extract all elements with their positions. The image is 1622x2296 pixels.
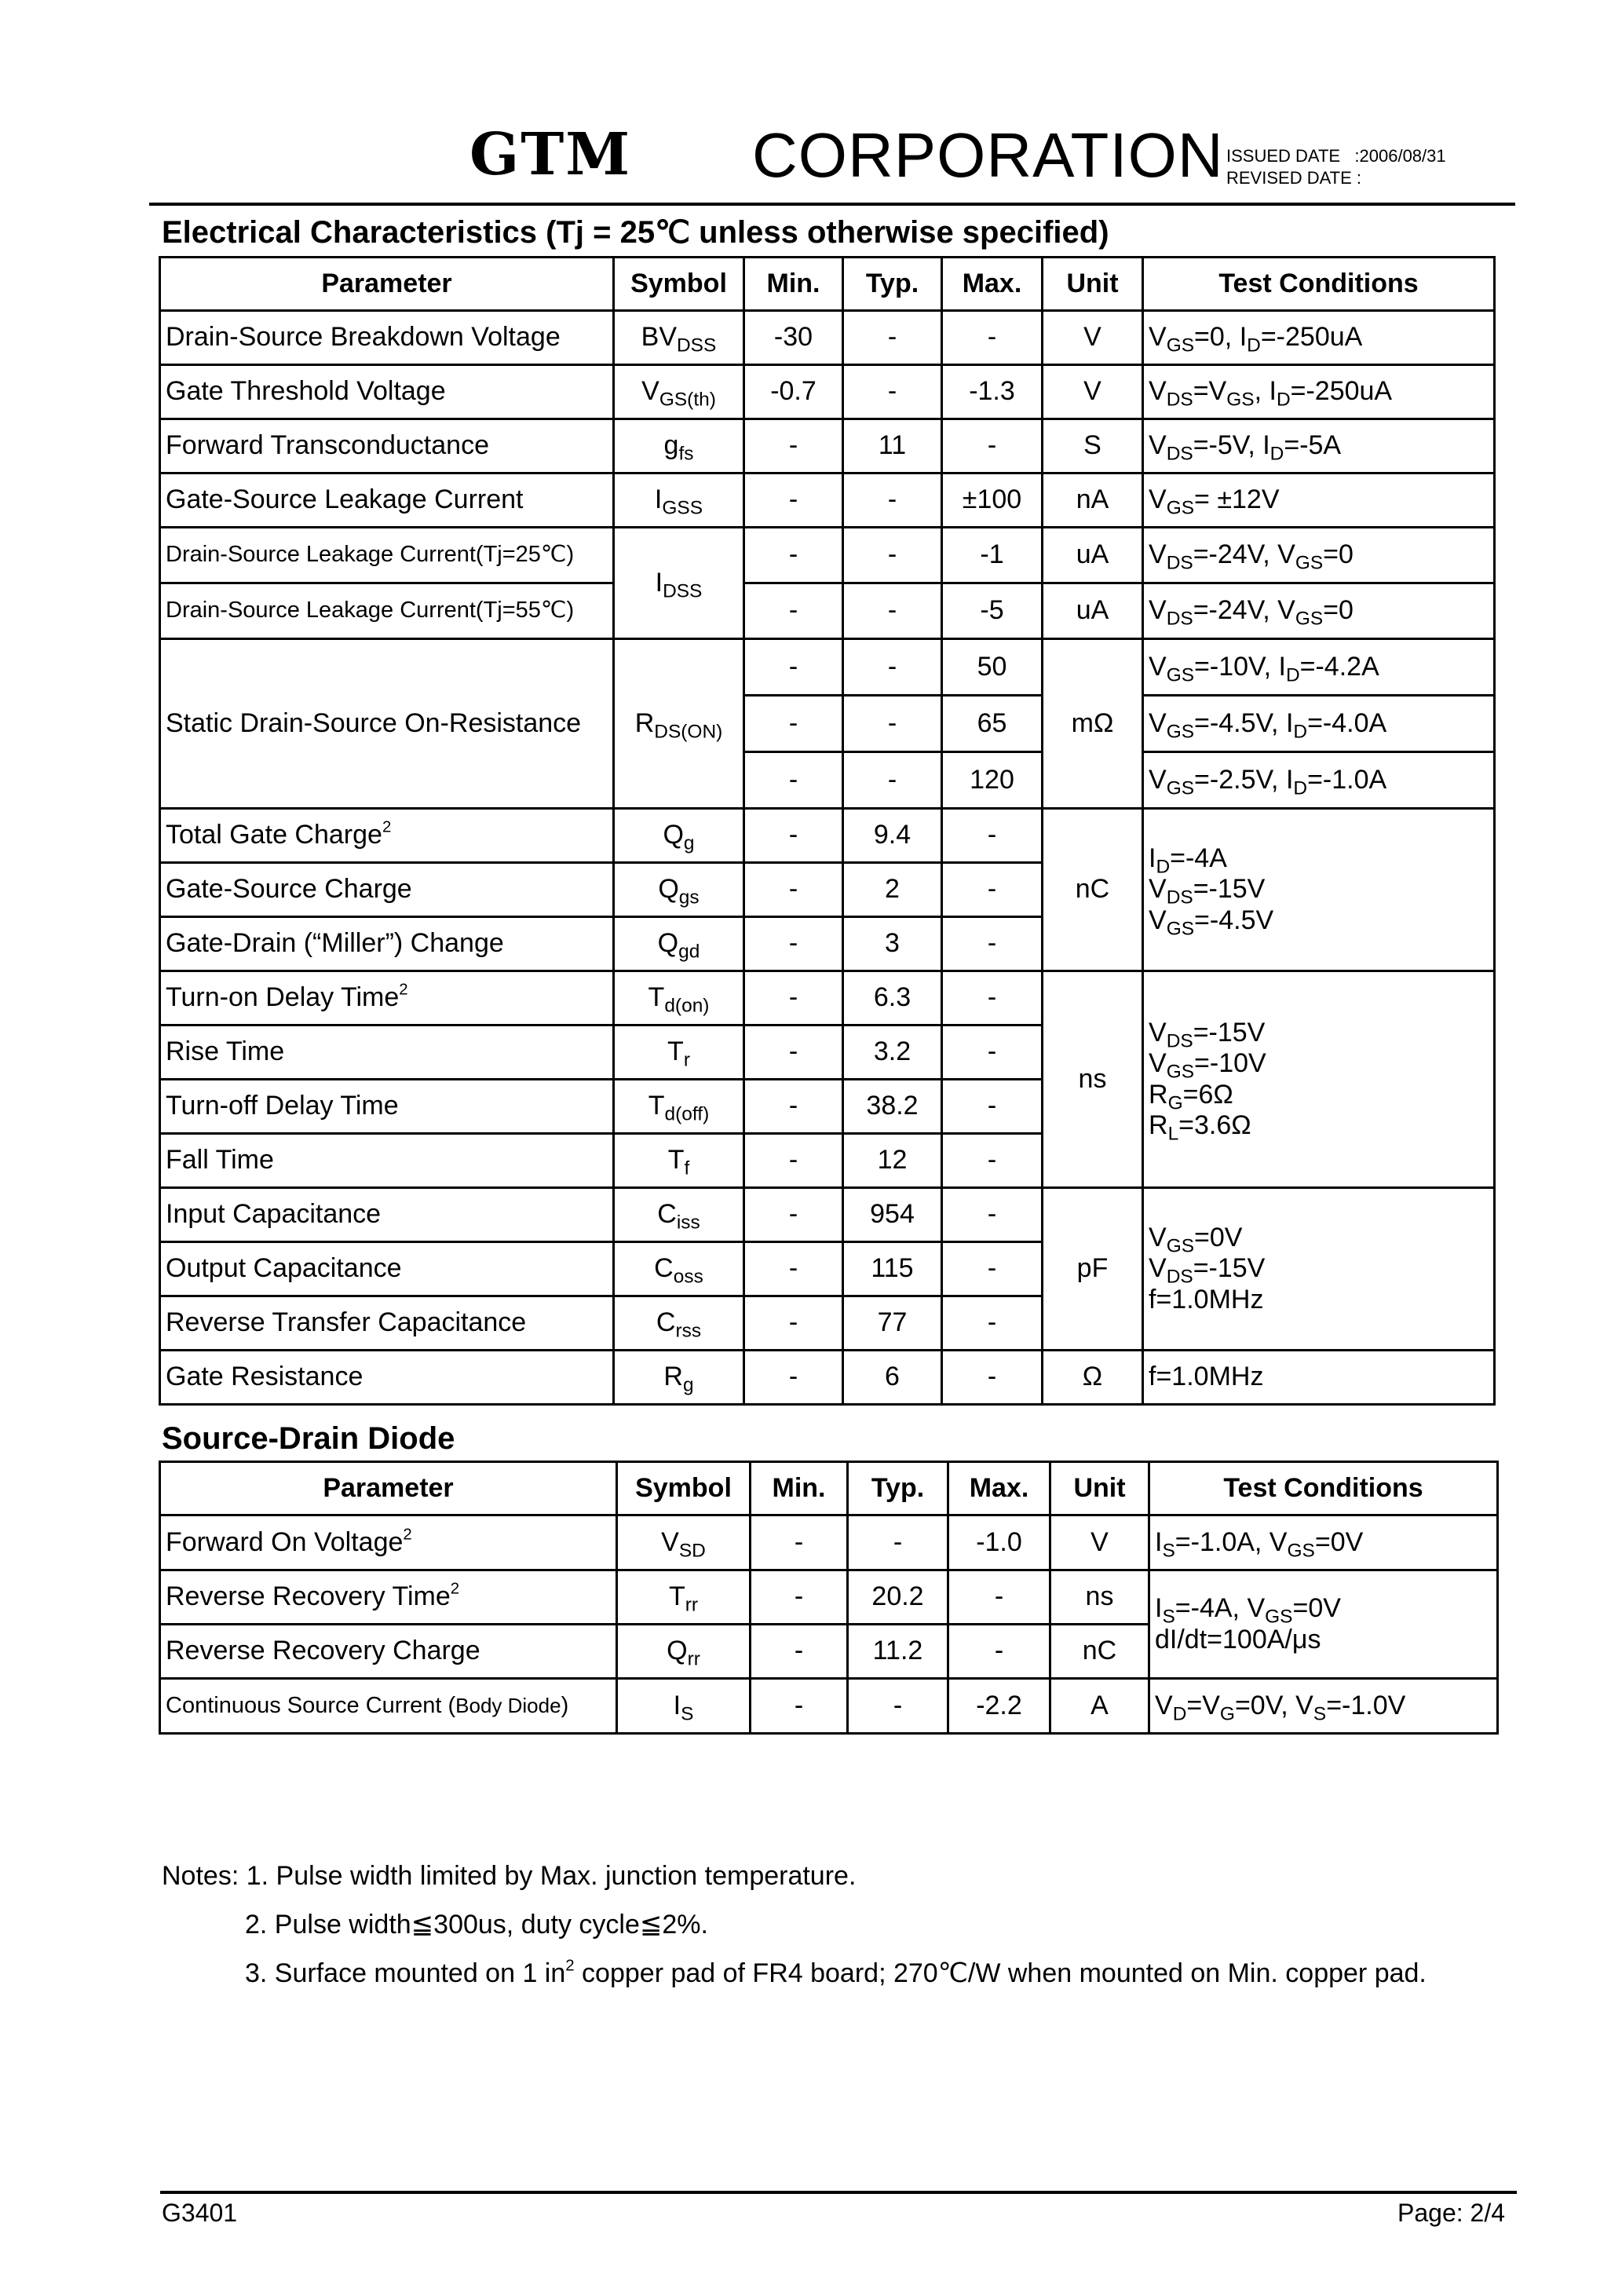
test-condition-cell: $V_{GS}=0V$ $V_{DS}=-15V$ f=1.0MHz <box>1143 1188 1495 1351</box>
unit-cell: nC <box>1050 1625 1149 1679</box>
col-header-typ: Typ. <box>843 258 942 311</box>
diode-section-title: Source-Drain Diode <box>162 1421 455 1456</box>
param-cell: Drain-Source Leakage Current(Tj=55℃) <box>160 583 614 639</box>
typ-cell: 3 <box>843 917 942 971</box>
param-cell: Reverse Recovery Time$^2$ <box>160 1570 617 1625</box>
max-cell: 65 <box>942 696 1043 752</box>
col-header-min: Min. <box>744 258 843 311</box>
max-cell: 50 <box>942 639 1043 696</box>
max-cell: - <box>942 1242 1043 1296</box>
min-cell: - <box>744 1242 843 1296</box>
table-header-row <box>160 258 1495 311</box>
typ-cell: 6 <box>843 1351 942 1405</box>
min-cell: - <box>751 1625 848 1679</box>
param-cell: Reverse Recovery Charge <box>160 1625 617 1679</box>
unit-cell: S <box>1043 419 1143 473</box>
min-cell: - <box>751 1679 848 1734</box>
typ-cell: 954 <box>843 1188 942 1242</box>
col-header-parameter: Parameter <box>160 1462 617 1515</box>
param-cell: Static Drain-Source On-Resistance <box>160 639 614 809</box>
test-condition-cell: $V_{DS}=-5V$, $I_D=-5A$ <box>1143 419 1495 473</box>
table-row <box>160 583 1495 639</box>
symbol-cell: $Q_{gs}$ <box>614 863 744 917</box>
typ-cell: - <box>843 639 942 696</box>
unit-cell: uA <box>1043 528 1143 583</box>
max-cell: - <box>942 1134 1043 1188</box>
typ-cell: 2 <box>843 863 942 917</box>
symbol-cell: $T_f$ <box>614 1134 744 1188</box>
min-cell: - <box>744 419 843 473</box>
symbol-cell: $V_{GS(th)}$ <box>614 365 744 419</box>
param-cell: Gate-Drain (“Miller”) Change <box>160 917 614 971</box>
max-cell: ±100 <box>942 473 1043 528</box>
unit-cell: V <box>1043 311 1143 365</box>
max-cell: - <box>942 1351 1043 1405</box>
typ-cell: - <box>843 696 942 752</box>
test-condition-cell: $V_{DS}=-15V$ $V_{GS}=-10V$ $R_G=6\Omega$ $R_L=3.6\Omega$ <box>1143 971 1495 1188</box>
col-header-typ: Typ. <box>848 1462 948 1515</box>
typ-cell: 38.2 <box>843 1080 942 1134</box>
test-condition-cell: $V_D=V_G=0V$, $V_S=-1.0V$ <box>1149 1679 1498 1734</box>
param-cell: Gate-Source Charge <box>160 863 614 917</box>
min-cell: -0.7 <box>744 365 843 419</box>
typ-cell: - <box>843 473 942 528</box>
symbol-cell: $BV_{DSS}$ <box>614 311 744 365</box>
symbol-cell: $R_{DS(ON)}$ <box>614 639 744 809</box>
min-cell: - <box>744 971 843 1026</box>
max-cell: -1 <box>942 528 1043 583</box>
revised-date: REVISED DATE : <box>1226 168 1361 188</box>
max-cell: - <box>942 863 1043 917</box>
typ-cell: 20.2 <box>848 1570 948 1625</box>
col-header-test-conditions: Test Conditions <box>1143 258 1495 311</box>
symbol-cell: $C_{iss}$ <box>614 1188 744 1242</box>
min-cell: - <box>744 1188 843 1242</box>
table-row <box>160 971 1495 1026</box>
max-cell: - <box>948 1570 1050 1625</box>
symbol-cell: $g_{fs}$ <box>614 419 744 473</box>
min-cell: - <box>744 809 843 863</box>
unit-cell: ns <box>1043 971 1143 1188</box>
min-cell: - <box>744 1134 843 1188</box>
max-cell: -1.0 <box>948 1515 1050 1570</box>
param-cell: Drain-Source Breakdown Voltage <box>160 311 614 365</box>
test-condition-cell: $V_{DS}=-24V$, $V_{GS}=0$ <box>1143 583 1495 639</box>
issued-date: ISSUED DATE :2006/08/31 <box>1226 146 1446 166</box>
max-cell: - <box>942 419 1043 473</box>
max-cell: - <box>942 917 1043 971</box>
unit-cell: V <box>1043 365 1143 419</box>
table-row <box>160 1570 1498 1625</box>
min-cell: - <box>744 1351 843 1405</box>
typ-cell: 12 <box>843 1134 942 1188</box>
typ-cell: - <box>848 1515 948 1570</box>
source-drain-diode-table <box>159 1461 1499 1735</box>
unit-cell: nA <box>1043 473 1143 528</box>
typ-cell: 77 <box>843 1296 942 1351</box>
test-condition-cell: $I_S=-1.0A$, $V_{GS}=0V$ <box>1149 1515 1498 1570</box>
footer-rule <box>160 2191 1517 2194</box>
unit-cell: V <box>1050 1515 1149 1570</box>
corporation-title: CORPORATION <box>752 120 1224 190</box>
electrical-section-title: Electrical Characteristics (Tj = 25℃ unless otherwise specified) <box>162 215 1109 250</box>
max-cell: - <box>942 1188 1043 1242</box>
test-condition-cell: $V_{DS}=-24V$, $V_{GS}=0$ <box>1143 528 1495 583</box>
min-cell: - <box>751 1570 848 1625</box>
table-row <box>160 419 1495 473</box>
col-header-max: Max. <box>942 258 1043 311</box>
table-row <box>160 809 1495 863</box>
typ-cell: - <box>843 311 942 365</box>
max-cell: -5 <box>942 583 1043 639</box>
col-header-max: Max. <box>948 1462 1050 1515</box>
table-row <box>160 639 1495 696</box>
param-cell: Gate-Source Leakage Current <box>160 473 614 528</box>
min-cell: - <box>744 863 843 917</box>
param-cell: Forward Transconductance <box>160 419 614 473</box>
symbol-cell: $V_{SD}$ <box>617 1515 751 1570</box>
symbol-cell: $R_g$ <box>614 1351 744 1405</box>
param-cell: Output Capacitance <box>160 1242 614 1296</box>
note-2: 2. Pulse width≦300us, duty cycle≦2%. <box>245 1910 708 1940</box>
table-row <box>160 473 1495 528</box>
col-header-unit: Unit <box>1043 258 1143 311</box>
max-cell: - <box>942 809 1043 863</box>
min-cell: - <box>744 473 843 528</box>
page-number: Page: 2/4 <box>1397 2199 1505 2227</box>
company-logo: GTM <box>469 121 632 188</box>
param-cell: Gate Resistance <box>160 1351 614 1405</box>
typ-cell: 9.4 <box>843 809 942 863</box>
param-cell: Drain-Source Leakage Current(Tj=25℃) <box>160 528 614 583</box>
min-cell: - <box>744 528 843 583</box>
symbol-cell: $T_{d(on)}$ <box>614 971 744 1026</box>
table-header-row <box>160 1462 1498 1515</box>
part-number: G3401 <box>162 2199 238 2227</box>
unit-cell: A <box>1050 1679 1149 1734</box>
col-header-symbol: Symbol <box>617 1462 751 1515</box>
param-cell: Forward On Voltage$^2$ <box>160 1515 617 1570</box>
typ-cell: - <box>848 1679 948 1734</box>
table-row <box>160 1188 1495 1242</box>
test-condition-cell: f=1.0MHz <box>1143 1351 1495 1405</box>
test-condition-cell: $I_S=-4A$, $V_{GS}=0V$ dI/dt=100A/μs <box>1149 1570 1498 1679</box>
table-row <box>160 528 1495 583</box>
min-cell: - <box>751 1515 848 1570</box>
unit-cell: mΩ <box>1043 639 1143 809</box>
col-header-unit: Unit <box>1050 1462 1149 1515</box>
col-header-test-conditions: Test Conditions <box>1149 1462 1498 1515</box>
symbol-cell: $I_S$ <box>617 1679 751 1734</box>
typ-cell: 3.2 <box>843 1026 942 1080</box>
min-cell: -30 <box>744 311 843 365</box>
electrical-characteristics-table <box>159 256 1496 1406</box>
col-header-parameter: Parameter <box>160 258 614 311</box>
max-cell: - <box>942 1080 1043 1134</box>
test-condition-cell: $V_{GS}=-10V$, $I_D=-4.2A$ <box>1143 639 1495 696</box>
param-cell: Turn-on Delay Time$^2$ <box>160 971 614 1026</box>
min-cell: - <box>744 583 843 639</box>
min-cell: - <box>744 696 843 752</box>
table-row <box>160 1515 1498 1570</box>
param-cell: Input Capacitance <box>160 1188 614 1242</box>
symbol-cell: $T_{rr}$ <box>617 1570 751 1625</box>
unit-cell: uA <box>1043 583 1143 639</box>
unit-cell: nC <box>1043 809 1143 971</box>
max-cell: 120 <box>942 752 1043 809</box>
symbol-cell: $I_{DSS}$ <box>614 528 744 639</box>
test-condition-cell: $V_{GS}=-4.5V$, $I_D=-4.0A$ <box>1143 696 1495 752</box>
header-rule <box>149 203 1515 206</box>
symbol-cell: $Q_g$ <box>614 809 744 863</box>
min-cell: - <box>744 752 843 809</box>
typ-cell: 115 <box>843 1242 942 1296</box>
param-cell: Fall Time <box>160 1134 614 1188</box>
max-cell: - <box>942 311 1043 365</box>
table-row <box>160 1351 1495 1405</box>
unit-cell: Ω <box>1043 1351 1143 1405</box>
typ-cell: - <box>843 528 942 583</box>
col-header-symbol: Symbol <box>614 258 744 311</box>
max-cell: - <box>942 1026 1043 1080</box>
test-condition-cell: $V_{GS}=0$, $I_D=-250uA$ <box>1143 311 1495 365</box>
min-cell: - <box>744 1026 843 1080</box>
max-cell: - <box>942 1296 1043 1351</box>
table-row <box>160 1679 1498 1734</box>
table-row <box>160 311 1495 365</box>
table-row <box>160 365 1495 419</box>
col-header-min: Min. <box>751 1462 848 1515</box>
param-cell: Continuous Source Current (Body Diode) <box>160 1679 617 1734</box>
symbol-cell: $T_r$ <box>614 1026 744 1080</box>
typ-cell: 11 <box>843 419 942 473</box>
unit-cell: pF <box>1043 1188 1143 1351</box>
typ-cell: - <box>843 752 942 809</box>
min-cell: - <box>744 1296 843 1351</box>
note-3: 3. Surface mounted on 1 $in^2$ copper pad of FR4 board; 270℃/W when mounted on Min. copper pad. <box>245 1957 1427 1988</box>
test-condition-cell: $V_{GS}=-2.5V$, $I_D=-1.0A$ <box>1143 752 1495 809</box>
typ-cell: 6.3 <box>843 971 942 1026</box>
symbol-cell: $Q_{gd}$ <box>614 917 744 971</box>
test-condition-cell: $I_D=-4A$ $V_{DS}=-15V$ $V_{GS}=-4.5V$ <box>1143 809 1495 971</box>
max-cell: -1.3 <box>942 365 1043 419</box>
unit-cell: ns <box>1050 1570 1149 1625</box>
max-cell: - <box>942 971 1043 1026</box>
typ-cell: 11.2 <box>848 1625 948 1679</box>
param-cell: Rise Time <box>160 1026 614 1080</box>
symbol-cell: $T_{d(off)}$ <box>614 1080 744 1134</box>
min-cell: - <box>744 1080 843 1134</box>
note-1: Notes: 1. Pulse width limited by Max. junction temperature. <box>162 1861 857 1891</box>
typ-cell: - <box>843 365 942 419</box>
typ-cell: - <box>843 583 942 639</box>
symbol-cell: $C_{rss}$ <box>614 1296 744 1351</box>
symbol-cell: $Q_{rr}$ <box>617 1625 751 1679</box>
max-cell: -2.2 <box>948 1679 1050 1734</box>
test-condition-cell: $V_{DS}=V_{GS}$, $I_D=-250uA$ <box>1143 365 1495 419</box>
param-cell: Turn-off Delay Time <box>160 1080 614 1134</box>
min-cell: - <box>744 917 843 971</box>
max-cell: - <box>948 1625 1050 1679</box>
symbol-cell: $C_{oss}$ <box>614 1242 744 1296</box>
test-condition-cell: $V_{GS}= \pm 12V$ <box>1143 473 1495 528</box>
param-cell: Reverse Transfer Capacitance <box>160 1296 614 1351</box>
param-cell: Gate Threshold Voltage <box>160 365 614 419</box>
symbol-cell: $I_{GSS}$ <box>614 473 744 528</box>
min-cell: - <box>744 639 843 696</box>
param-cell: Total Gate Charge$^2$ <box>160 809 614 863</box>
